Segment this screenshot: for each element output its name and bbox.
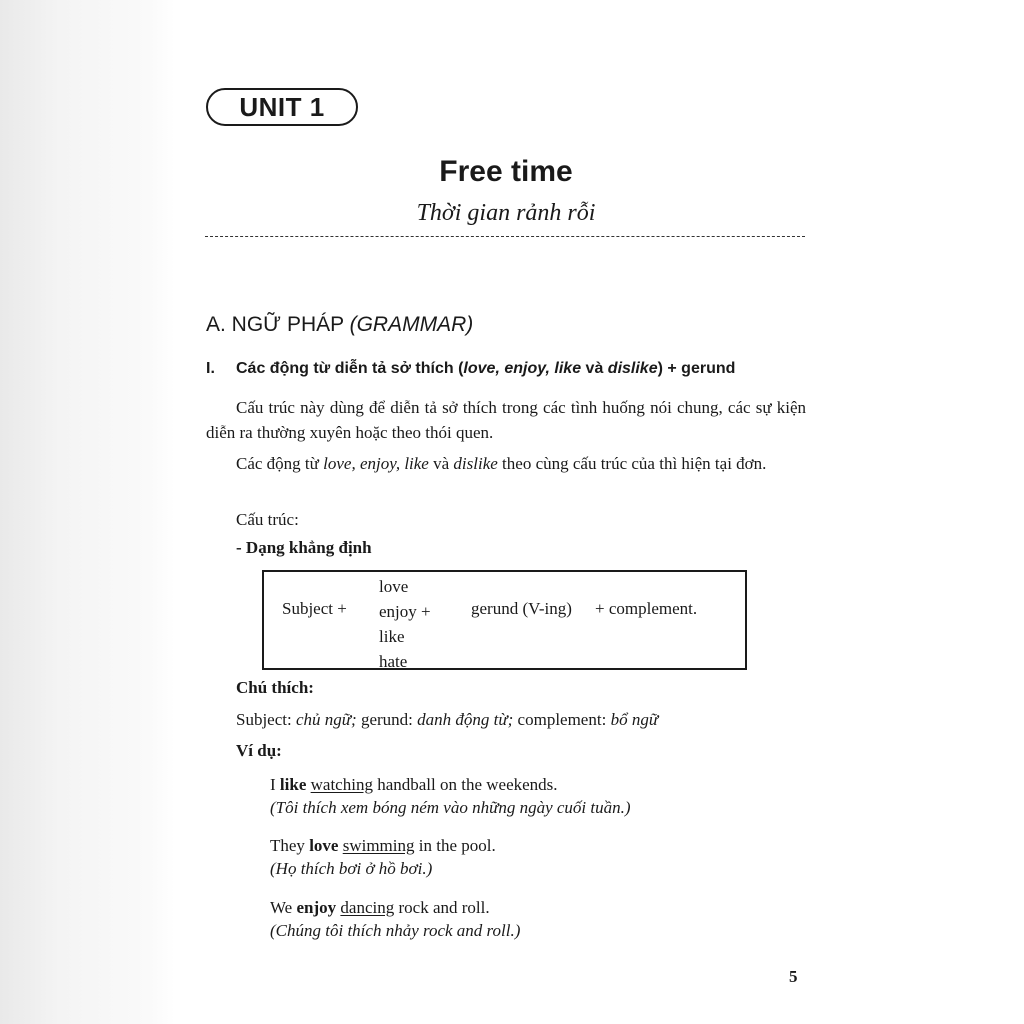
example-translation: (Tôi thích xem bóng ném vào những ngày cuối tuần.) <box>270 798 631 817</box>
structure-gerund: gerund (V-ing) <box>471 599 572 618</box>
structure-verb-hate: hate <box>379 652 408 671</box>
paragraph-1-text: Cấu trúc này dùng để diễn tả sở thích trong các tình huống nói chung, các sự kiện diễn ra thường xuyên hoặc theo thói quen. <box>206 398 806 442</box>
structure-subject: Subject + <box>282 599 347 618</box>
paragraph-2-text-b: và <box>428 454 454 473</box>
paragraph-1 <box>206 395 806 445</box>
chapter-title: Free time <box>439 155 573 188</box>
subsection-text-2: và <box>581 360 608 377</box>
example-pre: I <box>270 775 280 794</box>
section-heading-italic: (GRAMMAR) <box>349 313 474 336</box>
example-label: Ví dụ: <box>236 741 282 760</box>
subsection-heading <box>206 360 735 378</box>
structure-box <box>262 570 747 670</box>
example-pre: They <box>270 836 310 855</box>
unit-label: UNIT 1 <box>239 91 325 122</box>
affirmative-label: - Dạng khẳng định <box>236 538 372 557</box>
paragraph-2-dislike: dislike <box>453 454 498 473</box>
example-item <box>270 773 631 819</box>
example-gerund: swimming <box>342 836 415 855</box>
dashed-divider <box>205 236 805 237</box>
note-subject-meaning: chủ ngữ; <box>295 710 357 729</box>
structure-verb-love: love <box>379 577 409 596</box>
example-gerund: watching <box>310 775 373 794</box>
note-line <box>236 710 658 730</box>
note-complement-term: complement: <box>513 710 611 729</box>
note-subject-term: Subject: <box>236 710 296 729</box>
example-item <box>270 834 496 880</box>
subsection-number: I. <box>206 360 215 377</box>
page-number: 5 <box>789 967 798 986</box>
structure-verbs <box>379 574 431 674</box>
example-verb: like <box>279 775 307 794</box>
section-heading-text: A. NGỮ PHÁP <box>206 313 350 336</box>
subsection-text-3: ) + gerund <box>657 360 736 377</box>
example-sentence <box>270 836 496 855</box>
chapter-subtitle: Thời gian rảnh rỗi <box>416 200 596 226</box>
paragraph-2 <box>206 451 806 476</box>
example-verb: enjoy <box>296 898 337 917</box>
subsection-verbs: love, enjoy, like <box>463 360 582 377</box>
example-gerund: dancing <box>340 898 395 917</box>
paragraph-2-text-c: theo cùng cấu trúc của thì hiện tại đơn. <box>497 454 767 473</box>
example-post: rock and roll. <box>394 898 490 917</box>
example-item <box>270 896 520 942</box>
note-label: Chú thích: <box>236 678 314 697</box>
example-pre: We <box>270 898 297 917</box>
example-post: handball on the weekends. <box>372 775 558 794</box>
note-gerund-term: gerund: <box>356 710 418 729</box>
paragraph-2-verbs: love, enjoy, like <box>323 454 429 473</box>
subsection-dislike: dislike <box>607 360 658 377</box>
note-complement-meaning: bổ ngữ <box>610 710 659 729</box>
subsection-text-1: Các động từ diễn tả sở thích ( <box>236 360 464 377</box>
structure-verb-like: like <box>379 627 405 646</box>
structure-complement: + complement. <box>595 599 698 618</box>
example-sentence <box>270 898 490 917</box>
unit-badge <box>206 88 358 126</box>
example-sentence <box>270 775 558 794</box>
example-post: in the pool. <box>414 836 496 855</box>
example-verb: love <box>309 836 339 855</box>
example-translation: (Họ thích bơi ở hồ bơi.) <box>270 859 433 878</box>
example-translation: (Chúng tôi thích nhảy rock and roll.) <box>270 921 521 940</box>
note-gerund-meaning: danh động từ; <box>417 710 514 729</box>
paragraph-3: Cấu trúc: <box>236 510 299 529</box>
structure-verb-enjoy: enjoy + <box>379 602 431 621</box>
section-heading <box>206 313 473 337</box>
paragraph-2-text-a: Các động từ <box>236 454 324 473</box>
